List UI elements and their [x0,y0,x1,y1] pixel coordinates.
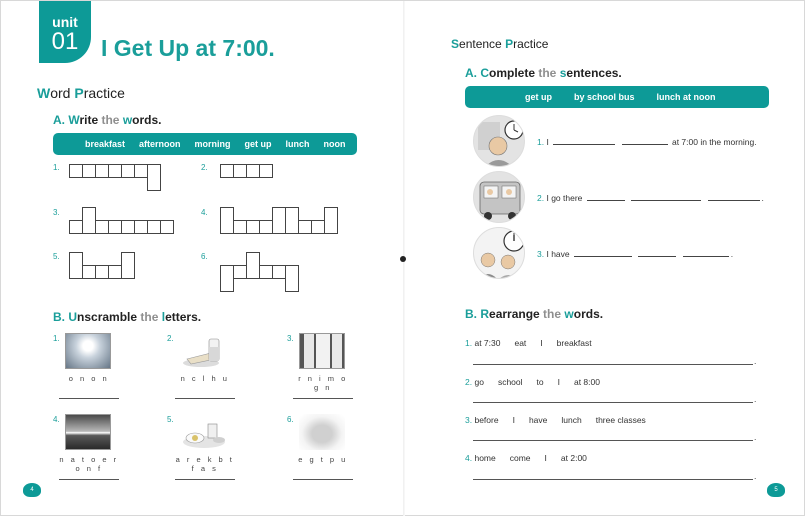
answer-line[interactable] [473,364,753,365]
unit-badge [39,1,91,63]
sentence-1: 1. I at 7:00 in the morning. [537,137,757,147]
scrambled-word: e g t p u [298,455,348,464]
word-bank-item: lunch [285,139,310,149]
rearrange-item-2: 2. go school to I at 8:00 [465,377,600,387]
sentence-3: 3. I have . [537,249,734,259]
letter-box[interactable] [285,265,299,292]
period: . [754,471,757,481]
left-page [1,1,403,516]
word-bank-bar [53,133,357,155]
item-number: 5. [53,252,60,261]
lunch-photo [181,333,227,369]
answer-line[interactable] [473,402,753,403]
period: . [754,356,757,366]
scrambled-word: a r e k b t f a s [175,455,235,473]
answer-line[interactable] [175,398,235,399]
letter-box[interactable] [324,207,338,234]
rearrange-item-4: 4. home come I at 2:00 [465,453,587,463]
blank[interactable] [708,193,760,201]
page-number: 5 [767,483,785,497]
word-bank-item: breakfast [85,139,126,149]
blank[interactable] [638,249,676,257]
item-number: 6. [201,252,208,261]
rearrange-item-3: 3. before I have lunch three classes [465,415,646,425]
scrambled-word: o n o n [68,374,110,383]
word-bank-item: get up [525,92,552,102]
item-number: 3. [287,334,294,343]
word-bank-item: lunch at noon [656,92,716,102]
answer-line[interactable] [473,479,753,480]
unit-number: 01 [51,28,79,55]
sentence-practice-title: Sentence Practice [451,37,549,51]
get-up-clock-illustration [473,115,525,167]
letter-box[interactable] [147,164,161,191]
answer-line[interactable] [59,479,119,480]
sun-photo [65,333,111,369]
word-bank-item: by school bus [574,92,635,102]
school-bus-illustration [473,171,525,223]
right-page [405,1,805,516]
blank[interactable] [574,249,632,257]
get-up-photo [299,414,345,450]
blank[interactable] [683,249,729,257]
complete-sentences-title: A. Complete the sentences. [465,66,622,80]
scrambled-word: r n i m o g n [298,374,348,392]
word-bank-item: morning [194,139,231,149]
item-number: 2. [201,163,208,172]
rearrange-item-1: 1. at 7:30 eat I breakfast [465,338,592,348]
page-number: 4 [23,483,41,497]
item-number: 4. [53,415,60,424]
answer-line[interactable] [293,398,353,399]
period: . [754,432,757,442]
answer-line[interactable] [473,440,753,441]
answer-line[interactable] [59,398,119,399]
unit-title: I Get Up at 7:00. [101,35,275,61]
item-number: 1. [53,334,60,343]
answer-line[interactable] [175,479,235,480]
write-words-title: A. Write the words. [53,113,162,127]
item-number: 1. [53,163,60,172]
scrambled-word: n a t o e r o n f [59,455,119,473]
word-bank-bar [465,86,769,108]
lunch-at-noon-illustration [473,227,525,279]
morning-window-photo [299,333,345,369]
item-number: 6. [287,415,294,424]
sentence-2: 2. I go there . [537,193,764,203]
rearrange-words-title: B. Rearrange the words. [465,307,604,321]
blank[interactable] [553,137,615,145]
blank[interactable] [622,137,668,145]
breakfast-photo [181,414,227,450]
word-bank-item: afternoon [139,139,181,149]
unit-label: unit [52,14,78,30]
item-number: 3. [53,208,60,217]
letter-box[interactable] [121,252,135,279]
letter-box[interactable] [160,220,174,234]
letter-box[interactable] [259,164,273,178]
blank[interactable] [631,193,701,201]
word-bank-item: noon [323,139,346,149]
item-number: 4. [201,208,208,217]
answer-line[interactable] [293,479,353,480]
word-bank-item: get up [244,139,272,149]
scrambled-word: n c l h u [180,374,230,383]
blank[interactable] [587,193,625,201]
item-number: 2. [167,334,174,343]
period: . [754,394,757,404]
item-number: 5. [167,415,174,424]
word-practice-title: Word Practice [37,85,125,101]
unscramble-title: B. Unscramble the letters. [53,310,202,324]
afternoon-sea-photo [65,414,111,450]
